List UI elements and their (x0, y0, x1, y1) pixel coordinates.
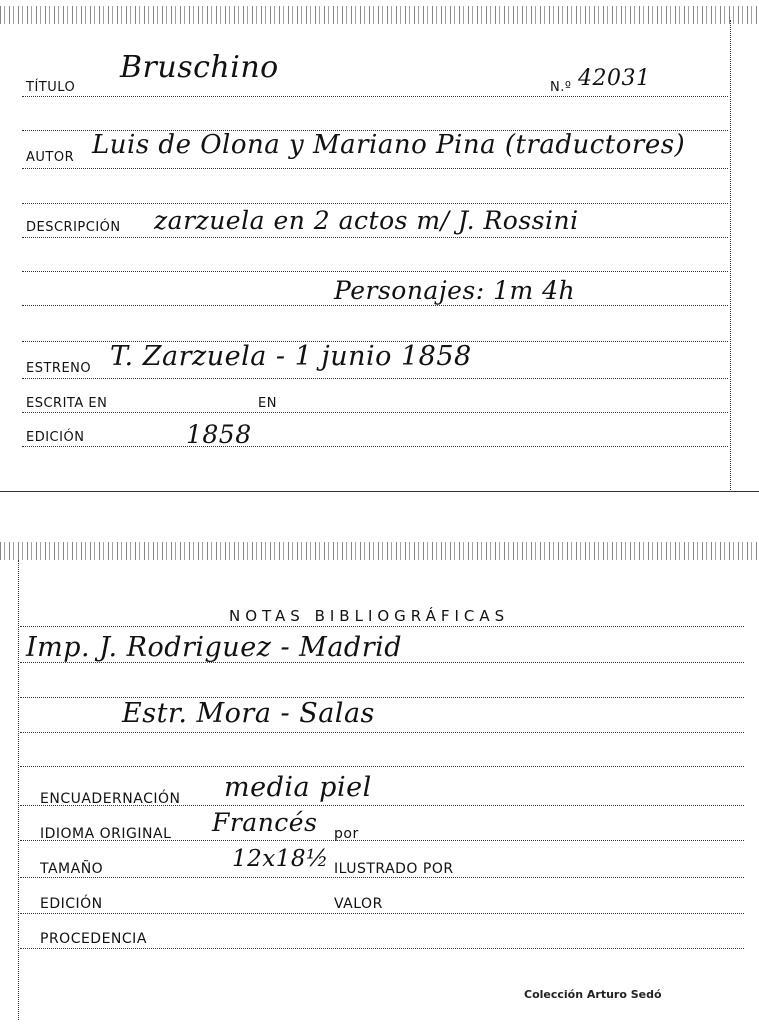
ilustrado-label: ILUSTRADO POR (334, 861, 454, 877)
idioma-label: IDIOMA ORIGINAL (40, 826, 172, 842)
tamano-value: 12x18½ (232, 846, 329, 872)
edicion-value: 1858 (186, 420, 252, 449)
numero-value: 42031 (578, 66, 651, 91)
ruled-line (22, 203, 728, 204)
tamano-label: TAMAÑO (40, 861, 104, 877)
ruled-line (22, 168, 728, 169)
collection-stamp: Colección Arturo Sedó (524, 988, 662, 1001)
estreno-label: ESTRENO (26, 361, 92, 376)
notas-heading: NOTAS BIBLIOGRÁFICAS (229, 607, 510, 625)
descripcion-label: DESCRIPCIÓN (26, 220, 121, 235)
autor-label: AUTOR (26, 150, 75, 165)
edicion-label-2: EDICIÓN (40, 896, 103, 912)
ruled-line (20, 626, 744, 627)
en-label: EN (258, 396, 277, 411)
ruled-line (22, 271, 728, 272)
personajes-value: Personajes: 1m 4h (334, 276, 576, 305)
encuadernacion-label: ENCUADERNACIÓN (40, 791, 181, 807)
nota-line-2: Estr. Mora - Salas (122, 698, 375, 729)
encuadernacion-value: media piel (224, 772, 372, 803)
ruled-line (22, 446, 728, 447)
ruled-line (20, 877, 744, 878)
ruled-line (20, 766, 744, 767)
scan-noise-top (0, 6, 759, 24)
ruled-line (22, 305, 728, 306)
idioma-value: Francés (212, 808, 318, 837)
valor-label: VALOR (334, 896, 383, 912)
ruled-line (22, 412, 728, 413)
titulo-label: TÍTULO (26, 80, 76, 95)
descripcion-value: zarzuela en 2 actos m/ J. Rossini (154, 206, 579, 235)
estreno-value: T. Zarzuela - 1 junio 1858 (110, 341, 472, 372)
por-label: por (334, 826, 359, 842)
autor-value: Luis de Olona y Mariano Pina (traductores) (92, 130, 686, 160)
ruled-line (22, 378, 728, 379)
titulo-value: Bruschino (120, 50, 279, 85)
ruled-line (22, 237, 728, 238)
catalog-card-top (0, 0, 759, 492)
card-left-edge (18, 560, 19, 1020)
ruled-line (20, 913, 744, 914)
escrita-en-label: ESCRITA EN (26, 396, 108, 411)
scan-noise-bottom (0, 542, 759, 560)
ruled-line (20, 732, 744, 733)
procedencia-label: PROCEDENCIA (40, 931, 147, 947)
ruled-line (22, 96, 728, 97)
card-right-edge (730, 20, 731, 490)
ruled-line (20, 948, 744, 949)
numero-label: N.º (550, 80, 572, 95)
card-separator (0, 491, 759, 492)
nota-line-1: Imp. J. Rodriguez - Madrid (26, 632, 403, 663)
catalog-card-bottom (0, 540, 759, 1028)
edicion-label: EDICIÓN (26, 430, 85, 445)
